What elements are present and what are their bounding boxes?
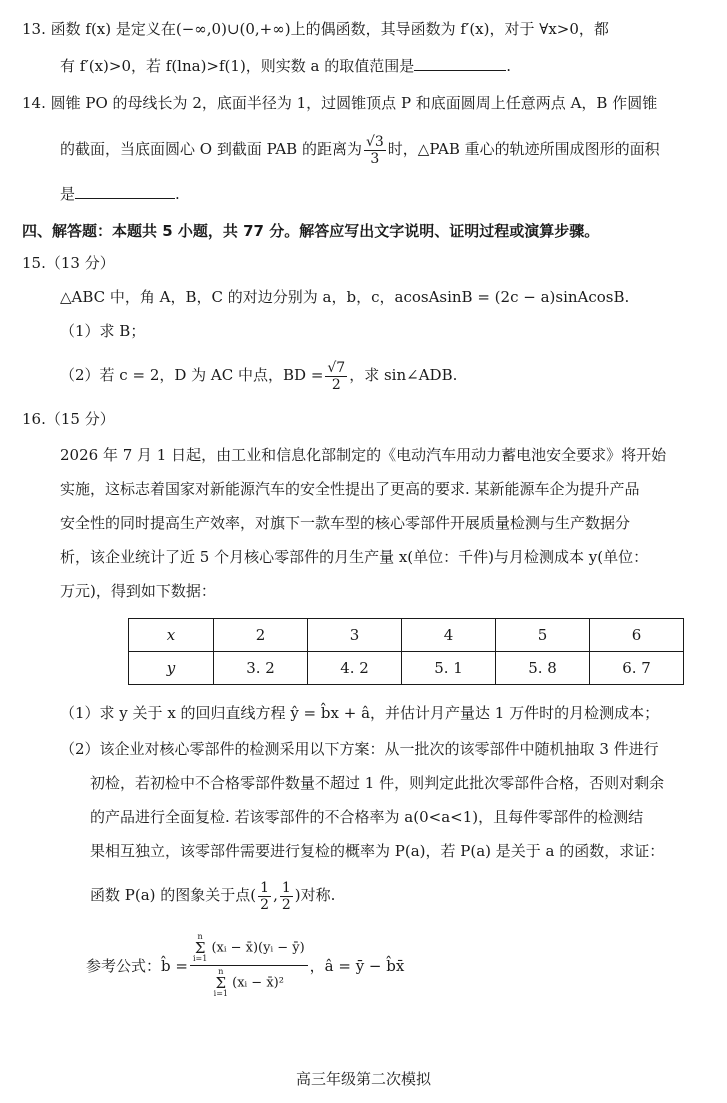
table-cell: 6 — [590, 619, 684, 652]
sum-sign-num — [193, 933, 207, 963]
q14-line3 — [60, 183, 180, 205]
q13-line2-end: . — [506, 57, 512, 75]
table-cell: 2 — [214, 619, 308, 652]
half-den-1: 2 — [260, 896, 270, 913]
sum-bottom: i=1 — [213, 988, 228, 998]
q14-line2 — [60, 130, 660, 168]
q16-header: 16.（15 分） — [22, 410, 115, 428]
table-header-y: y — [129, 652, 214, 685]
table-cell: 3. 2 — [214, 652, 308, 685]
q16-para-line4: 析，该企业统计了近 5 个月核心零部件的月生产量 x(单位：千件)与月检测成本 y(单位： — [60, 548, 649, 566]
q15-statement: △ABC 中，角 A，B，C 的对边分别为 a，b，c，acosAsinB = (2c − a)sinAcosB. — [60, 288, 630, 306]
q16-para-line2: 实施，这标志着国家对新能源汽车的安全性提出了更高的要求. 某新能源车企为提升产品 — [60, 480, 640, 498]
formula-label: 参考公式：b̂ = — [86, 956, 188, 975]
sum-top: n — [197, 931, 203, 941]
reference-formula — [86, 930, 404, 1000]
table-cell: 5. 1 — [402, 652, 496, 685]
q14-line2-text-b: 时，△PAB 重心的轨迹所围成图形的面积 — [387, 140, 660, 158]
q16-part2-line5: 函数 P(a) 的图象关于点( $\frac{1}{2}$ , $\frac{1}{2}$ )对称. — [90, 879, 336, 913]
q13-line1: 13. 函数 f(x) 是定义在(−∞,0)∪(0,+∞)上的偶函数，其导函数为 f′(x)，对于 ∀x>0，都 — [22, 20, 609, 38]
q15-part1: （1）求 B； — [60, 322, 146, 340]
sum-top: n — [218, 966, 224, 976]
q15-frac-num: √7 — [327, 359, 346, 376]
q16-para-line3: 安全性的同时提高生产效率，对旗下一款车型的核心零部件开展质量检测与生产数据分 — [60, 514, 631, 532]
half-fraction-2 — [280, 880, 293, 913]
table-row-y — [129, 652, 684, 685]
half-num-1: 1 — [260, 879, 270, 896]
q15-header: 15.（13 分） — [22, 254, 115, 272]
q15-fraction — [325, 360, 347, 393]
page-footer: 高三年级第二次模拟 — [295, 1070, 431, 1088]
q16-part2-line5-text-a: 函数 P(a) 的图象关于点( — [90, 886, 257, 904]
q16-part2-line2: 初检，若初检中不合格零部件数量不超过 1 件，则判定此批次零部件合格，否则对剩余 — [90, 774, 665, 792]
table-cell: 3 — [308, 619, 402, 652]
sum-symbol: Σ — [194, 938, 206, 957]
q16-part2-line5-text-b: 对称. — [300, 886, 336, 904]
half-den-2: 2 — [281, 896, 291, 913]
q14-fraction — [364, 134, 386, 167]
q13-line2-text: 有 f′(x)>0，若 f(lna)>f(1)，则实数 a 的取值范围是 — [60, 57, 415, 75]
formula-num-text: (xᵢ − x̄)(yᵢ − ȳ) — [211, 940, 305, 955]
q16-para-line5: 万元)，得到如下数据： — [60, 582, 216, 600]
half-fraction-1 — [258, 880, 271, 913]
q16-part2-line1: （2）该企业对核心零部件的检测采用以下方案：从一批次的该零部件中随机抽取 3 件进行 — [60, 740, 659, 758]
table-cell: 5 — [496, 619, 590, 652]
section-heading: 四、解答题：本题共 5 小题，共 77 分。解答应写出文字说明、证明过程或演算步骤。 — [22, 222, 600, 240]
q14-line2-text-a: 的截面，当底面圆心 O 到截面 PAB 的距离为 — [60, 140, 362, 158]
table-cell: 4 — [402, 619, 496, 652]
q16-part2-line3: 的产品进行全面复检. 若该零部件的不合格率为 a(0<a<1)，且每件零部件的检测结 — [90, 808, 644, 826]
formula-tail: ，â = ȳ − b̂x̄ — [309, 956, 405, 975]
formula-fraction — [190, 933, 308, 998]
table-row-x — [129, 619, 684, 652]
data-table — [128, 618, 684, 685]
q13-line2 — [60, 55, 511, 77]
formula-den-text: (xᵢ − x̄)² — [232, 975, 284, 990]
q15-part2-text-a: （2）若 c = 2，D 为 AC 中点，BD = — [60, 366, 324, 384]
table-cell: 4. 2 — [308, 652, 402, 685]
q15-part2 — [60, 356, 457, 394]
q14-answer-blank — [75, 184, 175, 199]
q14-frac-num: √3 — [365, 133, 384, 150]
table-header-x: x — [129, 619, 214, 652]
q14-line3-end: . — [175, 185, 180, 203]
q15-part2-text-b: ，求 sin∠ADB. — [349, 366, 458, 384]
q14-frac-den: 3 — [370, 150, 380, 167]
q16-part2-line4: 果相互独立，该零部件需要进行复检的概率为 P(a)，若 P(a) 是关于 a 的函数，求证： — [90, 842, 665, 860]
half-num-2: 1 — [281, 879, 291, 896]
q15-frac-den: 2 — [331, 376, 341, 393]
q16-part1: （1）求 y 关于 x 的回归直线方程 ŷ = b̂x + â，并估计月产量达 1 万件时的月检测成本； — [60, 704, 660, 722]
sum-symbol: Σ — [215, 973, 227, 992]
q14-line3-text: 是 — [60, 185, 76, 203]
formula-numerator — [190, 933, 308, 966]
q16-para-line1: 2026 年 7 月 1 日起，由工业和信息化部制定的《电动汽车用动力蓄电池安全要求》将开始 — [60, 446, 667, 464]
q13-answer-blank — [414, 56, 506, 71]
table-cell: 6. 7 — [590, 652, 684, 685]
table-cell: 5. 8 — [496, 652, 590, 685]
sum-bottom: i=1 — [192, 953, 208, 963]
q14-line1: 14. 圆锥 PO 的母线长为 2，底面半径为 1，过圆锥顶点 P 和底面圆周上任意两点 A，B 作圆锥 — [22, 94, 658, 112]
formula-denominator — [211, 966, 287, 998]
sum-sign-den — [214, 968, 228, 998]
